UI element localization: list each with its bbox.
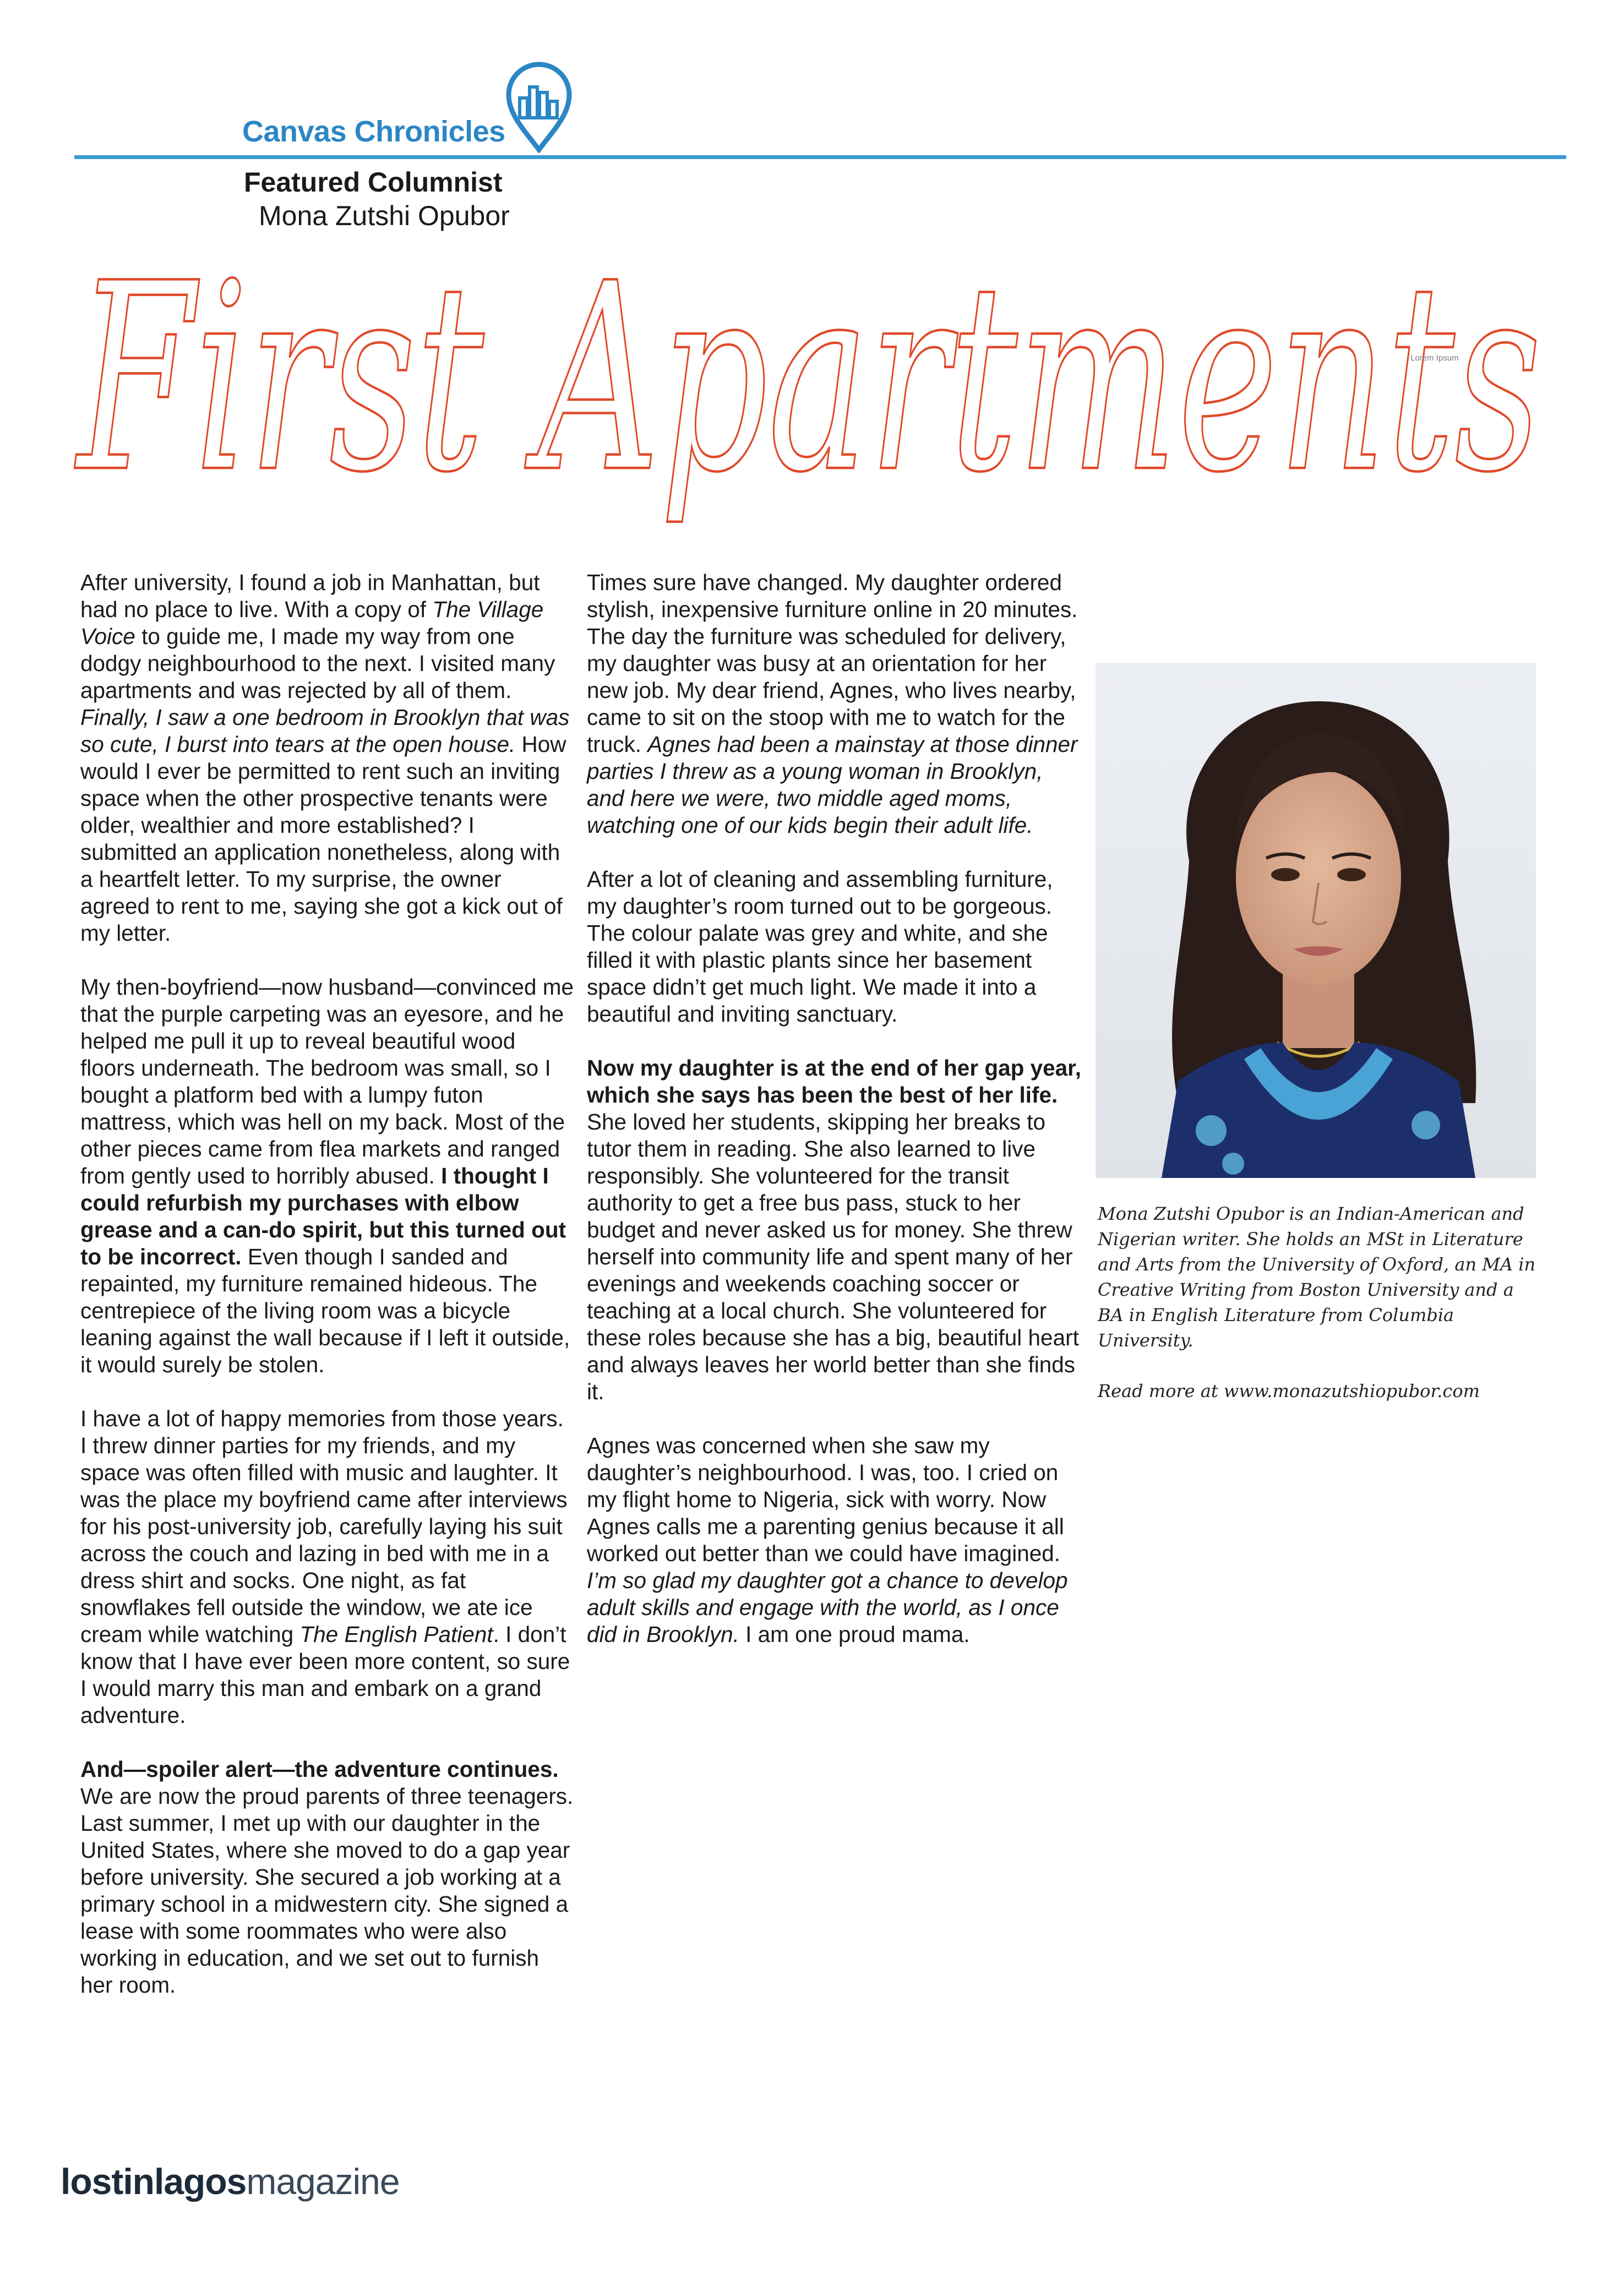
brand-title: Canvas Chronicles <box>242 115 505 148</box>
article-paragraph <box>80 569 576 947</box>
article-paragraph <box>587 1432 1082 1648</box>
text-run: I have a lot of happy memories from those years. I threw dinner parties for my friends, and my space was often filled with music and laughter. It was the place my boyfriend came after interviews for his post-university job, carefully laying his suit across the couch and lazing in bed with me in a dress shirt and socks. One night, as fat snowflakes fell outside the window, we ate ice cream while watching <box>80 1406 568 1647</box>
text-run: . I don’t know that I have ever been more content, so sure I would marry this man and embark on a grand adventure. <box>80 1622 570 1728</box>
magazine-footer-logo <box>61 2161 400 2202</box>
headline-tag: Lorem Ipsum <box>1410 353 1459 363</box>
bold-run: I thought I could refurbish my purchases with elbow grease and a can-do spirit, but this turned out to be incorrect. <box>80 1163 566 1269</box>
article-column-right <box>587 569 1082 1675</box>
italic-run: Agnes had been a mainstay at those dinner parties I threw as a young woman in Brooklyn, and here we were, two middle aged moms, watching one of our kids begin their adult life. <box>587 732 1078 838</box>
text-run: Times sure have changed. My daughter ordered stylish, inexpensive furniture online in 20 minutes. The day the furniture was scheduled for delivery, my daughter was busy at an orientation for her new job. My dear friend, Agnes, who lives nearby, came to sit on the stoop with me to watch for the truck. <box>587 570 1078 757</box>
caption-read-more: Read more at www.monazutshiopubor.com <box>1098 1381 1480 1401</box>
text-run: Agnes was concerned when she saw my daughter’s neighbourhood. I was, too. I cried on my flight home to Nigeria, sick with worry. Now Agnes calls me a parenting genius because it all worked out better than we could have imagined. <box>587 1433 1064 1566</box>
text-run: I am one proud mama. <box>739 1622 970 1647</box>
text-run: to guide me, I made my way from one dodgy neighbourhood to the next. I visited many apartments and was rejected by all of them. <box>80 624 555 703</box>
italic-run: I’m so glad my daughter got a chance to develop adult skills and engage with the world, as I once did in Brooklyn. <box>587 1568 1068 1647</box>
text-run: After university, I found a job in Manhattan, but had no place to live. With a copy of <box>80 570 540 622</box>
article-paragraph <box>80 974 576 1378</box>
bold-run: Now my daughter is at the end of her gap year, which she says has been the best of her life. <box>587 1055 1081 1108</box>
featured-columnist-label: Featured Columnist <box>244 167 503 198</box>
article-paragraph <box>587 569 1082 839</box>
article-paragraph <box>80 1405 576 1729</box>
columnist-portrait-photo <box>1096 663 1536 1178</box>
bold-run: And—spoiler alert—the adventure continues. <box>80 1756 559 1782</box>
article-paragraph <box>587 1055 1082 1405</box>
footer-brand-bold: lostinlagos <box>61 2161 247 2202</box>
photo-caption <box>1098 1201 1538 1429</box>
article-column-left <box>80 569 576 2026</box>
columnist-name: Mona Zutshi Opubor <box>259 200 510 231</box>
text-run: Even though I sanded and repainted, my furniture remained hideous. The centrepiece of the living room was a bicycle leaning against the wall because if I left it outside, it would surely be stolen. <box>80 1244 570 1377</box>
caption-bio: Mona Zutshi Opubor is an Indian-American and Nigerian writer. She holds an MSt in Literature and Arts from the University of Oxford, an MA in Creative Writing from Boston University and a BA in English Literature from Columbia University. <box>1098 1203 1536 1351</box>
article-headline <box>72 237 1558 545</box>
text-run: How would I ever be permitted to rent such an inviting space when the other prospective tenants were older, wealthier and more established? I submitted an application nonetheless, along with a heartfelt letter. To my surprise, the owner agreed to rent to me, saying she got a kick out of my letter. <box>80 732 566 946</box>
article-paragraph <box>80 1756 576 1999</box>
location-pin-city-icon <box>502 59 576 153</box>
text-run: She loved her students, skipping her breaks to tutor them in reading. She also learned to live responsibly. She volunteered for the transit authority to get a free bus pass, stuck to her budget and never asked us for money. She threw herself into community life and spent many of her evenings and weekends coaching soccer or teaching at a local church. She volunteered for these roles because she has a big, beautiful heart and always leaves her world better than she finds it. <box>587 1109 1079 1404</box>
italic-run: Finally, I saw a one bedroom in Brooklyn that was so cute, I burst into tears at the open house. <box>80 705 570 757</box>
headline-text: First Apartments <box>74 237 1541 529</box>
footer-brand-light: magazine <box>246 2161 400 2202</box>
text-run: We are now the proud parents of three teenagers. Last summer, I met up with our daughter in the United States, where she moved to do a gap year before university. She secured a job working at a primary school in a midwestern city. She signed a lease with some roommates who were also working in education, and we set out to furnish her room. <box>80 1783 574 1998</box>
article-paragraph <box>587 866 1082 1028</box>
italic-run: The Village Voice <box>80 597 544 649</box>
header-rule <box>74 155 1566 159</box>
italic-run: The English Patient <box>299 1622 493 1647</box>
text-run: My then-boyfriend—now husband—convinced me that the purple carpeting was an eyesore, and he helped me pull it up to reveal beautiful wood floors underneath. The bedroom was small, so I bought a platform bed with a lumpy futon mattress, which was hell on my back. Most of the other pieces came from flea markets and ranged from gently used to horribly abused. <box>80 974 574 1188</box>
text-run: After a lot of cleaning and assembling furniture, my daughter’s room turned out to be gorgeous. The colour palate was grey and white, and she filled it with plastic plants since her basement space didn’t get much light. We made it into a beautiful and inviting sanctuary. <box>587 866 1053 1027</box>
